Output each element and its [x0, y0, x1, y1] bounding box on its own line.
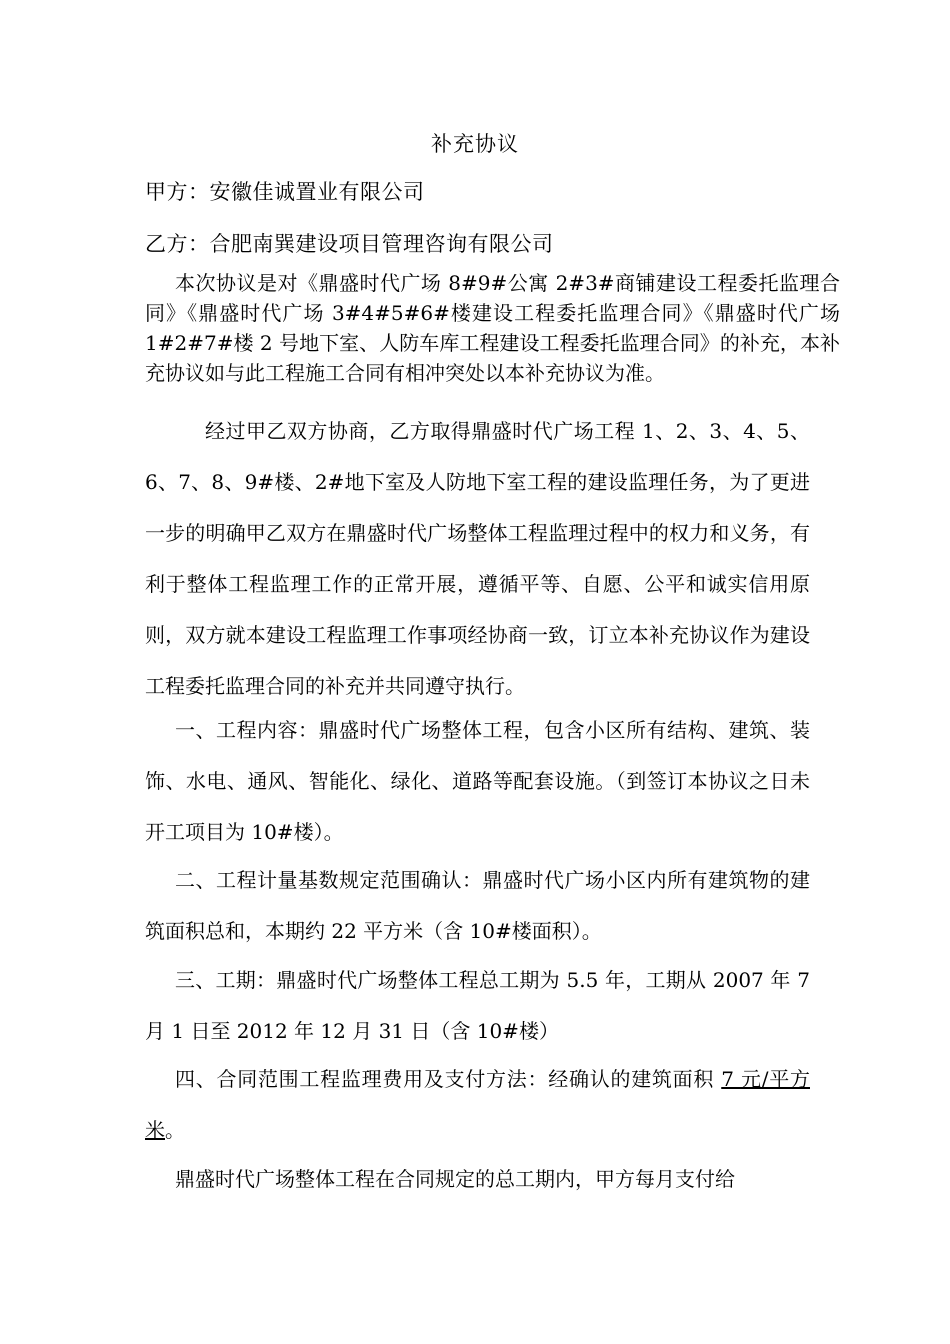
intro-paragraph: 本次协议是对《鼎盛时代广场 8#9#公寓 2#3#商铺建设工程委托监理合同》《鼎盛时代广场 3#4#5#6#楼建设工程委托监理合同》《鼎盛时代广场 1#2#7#楼 2 号地下室、人防车库工程建设工程委托监理合同》的补充，本补充协议如与此工程施工合同有相冲突处以本补充协议为准。 [145, 271, 840, 385]
party-b: 乙方：合肥南巽建设项目管理咨询有限公司 [145, 232, 554, 256]
clause-1-paragraph: 一、工程内容：鼎盛时代广场整体工程，包含小区所有结构、建筑、装饰、水电、通风、智能化、绿化、道路等配套设施。（到签订本协议之日未开工项目为 10#楼）。 [145, 718, 810, 844]
clause-4-rate: 7 元/平方米 [145, 1067, 810, 1142]
party-a: 甲方：安徽佳诚置业有限公司 [145, 180, 425, 204]
clause-4-suffix: 。 [165, 1118, 185, 1142]
monthly-payment-paragraph: 鼎盛时代广场整体工程在合同规定的总工期内，甲方每月支付给 [175, 1167, 735, 1191]
clause-2-paragraph: 二、工程计量基数规定范围确认：鼎盛时代广场小区内所有建筑物的建筑面积总和，本期约 22 平方米（含 10#楼面积）。 [145, 868, 810, 943]
consultation-paragraph: 经过甲乙双方协商，乙方取得鼎盛时代广场工程 1、2、3、4、5、6、7、8、9#楼、2#地下室及人防地下室工程的建设监理任务，为了更进一步的明确甲乙双方在鼎盛时代广场整体工程监理过程中的权力和义务，有利于整体工程监理工作的正常开展，遵循平等、自愿、公平和诚实信用原则，双方就本建设工程监理工作事项经协商一致，订立本补充协议作为建设工程委托监理合同的补充并共同遵守执行。 [145, 419, 810, 698]
clause-4-paragraph [145, 1054, 810, 1156]
document-title: 补充协议 [431, 132, 519, 156]
clause-3-paragraph: 三、工期：鼎盛时代广场整体工程总工期为 5.5 年，工期从 2007 年 7 月 1 日至 2012 年 12 月 31 日（含 10#楼） [145, 968, 810, 1043]
clause-4-prefix: 四、合同范围工程监理费用及支付方法：经确认的建筑面积 [175, 1067, 722, 1091]
